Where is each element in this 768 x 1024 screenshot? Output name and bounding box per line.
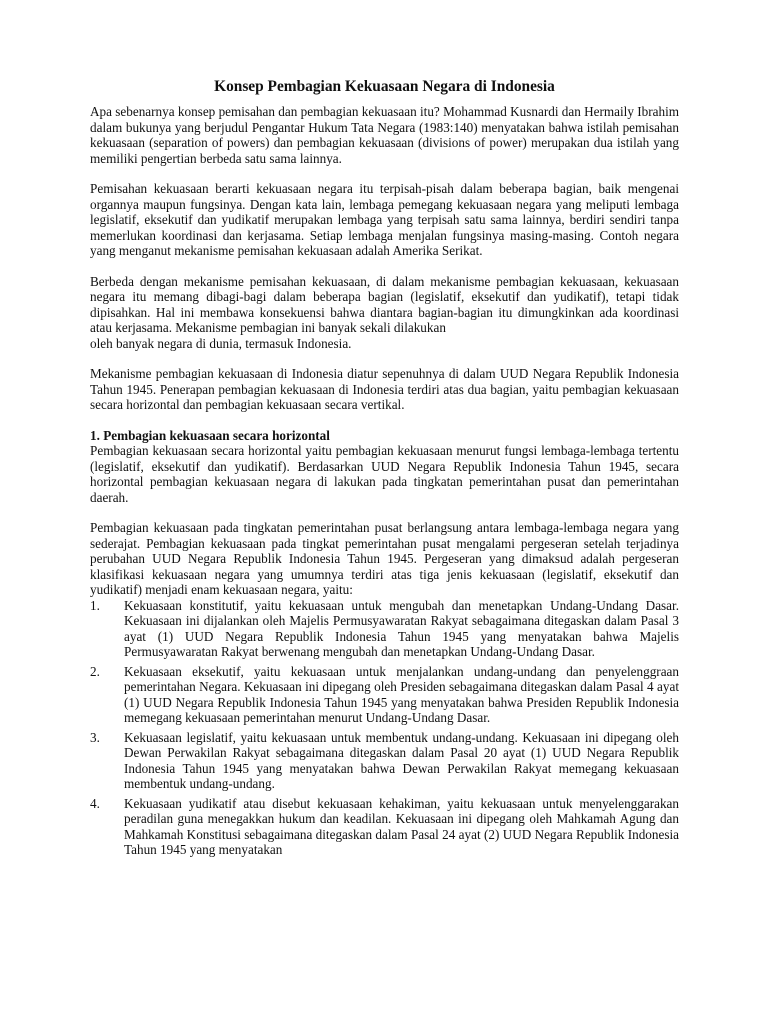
paragraph-mechanism: Mekanisme pembagian kekuasaan di Indonesia diatur sepenuhnya di dalam UUD Negara Republik Indonesia Tahun 1945. Penerapan pembagian kekuasaan di Indonesia terdiri atas dua bagian, yaitu pembagian kekuasaan secara horizontal dan pembagian kekuasaan secara vertikal. [90,366,679,412]
power-list [90,598,679,858]
list-item-number: 3. [90,729,100,745]
list-item [90,664,679,726]
list-item-text: Kekuasaan eksekutif, yaitu kekuasaan untuk menjalankan undang-undang dan penyelenggraan pemerintahan Negara. Kekuasaan ini dipegang oleh Presiden sebagaimana ditegaskan dalam Pasal 4 ayat (1) UUD Negara Republik Indonesia Tahun 1945 yang menyatakan bahwa Presiden Republik Indonesia memegang kekuasaan pemerintahan menurut Undang-Undang Dasar. [124,663,679,725]
list-item-number: 4. [90,795,100,811]
paragraph-intro: Apa sebenarnya konsep pemisahan dan pembagian kekuasaan itu? Mohammad Kusnardi dan Hermaily Ibrahim dalam bukunya yang berjudul Pengantar Hukum Tata Negara (1983:140) menyatakan bahwa istilah pemisahan kekuasaan (separation of powers) dan pembagian kekuasaan (divisions of power) merupakan dua istilah yang memiliki pengertian berbeda satu sama lainnya. [90,104,679,166]
list-item-number: 2. [90,663,100,679]
paragraph-division-b: oleh banyak negara di dunia, termasuk Indonesia. [90,335,352,351]
paragraph-division-a: Berbeda dengan mekanisme pemisahan kekuasaan, di dalam mekanisme pembagian kekuasaan, kekuasaan negara itu memang dibagi-bagi dalam beberapa bagian (legislatif, eksekutif dan yudikatif), tetapi tidak dipisahkan. Hal ini membawa konsekuensi bahwa diantara bagian-bagian itu dimungkinkan ada koordinasi atau kerjasama. Mekanisme pembagian ini banyak sekali dilakukan [90,273,679,335]
list-item [90,796,679,858]
document-page [90,78,679,862]
list-item [90,730,679,792]
document-title: Konsep Pembagian Kekuasaan Negara di Indonesia [214,78,555,95]
paragraph-separation: Pemisahan kekuasaan berarti kekuasaan negara itu terpisah-pisah dalam beberapa bagian, baik mengenai organnya maupun fungsinya. Dengan kata lain, lembaga pemegang kekuasaan negara yang meliputi lembaga legislatif, eksekutif dan yudikatif merupakan lembaga yang terpisah satu sama lainnya, berdiri sendiri tanpa memerlukan koordinasi dan kerjasama. Setiap lembaga menjalan fungsinya masing-masing. Contoh negara yang menganut mekanisme pemisahan kekuasaan adalah Amerika Serikat. [90,181,679,258]
section-heading-horizontal: 1. Pembagian kekuasaan secara horizontal [90,427,330,443]
paragraph-horizontal: Pembagian kekuasaan secara horizontal yaitu pembagian kekuasaan menurut fungsi lembaga-lembaga tertentu (legislatif, eksekutif dan yudikatif). Berdasarkan UUD Negara Republik Indonesia Tahun 1945, secara horizontal pembagian kekuasaan negara di lakukan pada tingkatan pemerintahan pusat dan pemerintahan daerah. [90,443,679,505]
list-item-text: Kekuasaan legislatif, yaitu kekuasaan untuk membentuk undang-undang. Kekuasaan ini dipegang oleh Dewan Perwakilan Rakyat sebagaimana ditegaskan dalam Pasal 20 ayat (1) UUD Negara Republik Indonesia Tahun 1945 yang menyatakan bahwa Dewan Perwakilan Rakyat memegang kekuasaan membentuk undang-undang. [124,729,679,791]
list-item-text: Kekuasaan konstitutif, yaitu kekuasaan untuk mengubah dan menetapkan Undang-Undang Dasar. Kekuasaan ini dijalankan oleh Majelis Permusyawaratan Rakyat sebagaimana ditegaskan dalam Pasal 3 ayat (1) UUD Negara Republik Indonesia Tahun 1945 yang menyatakan bahwa Majelis Permusyawaratan Rakyat berwenang mengubah dan menetapkan Undang-Undang Dasar. [124,597,679,659]
list-item-text: Kekuasaan yudikatif atau disebut kekuasaan kehakiman, yaitu kekuasaan untuk menyelenggarakan peradilan guna menegakkan hukum dan keadilan. Kekuasaan ini dipegang oleh Mahkamah Agung dan Mahkamah Konstitusi sebagaimana ditegaskan dalam Pasal 24 ayat (2) UUD Negara Republik Indonesia Tahun 1945 yang menyatakan [124,795,679,857]
paragraph-central-government: Pembagian kekuasaan pada tingkatan pemerintahan pusat berlangsung antara lembaga-lembaga negara yang sederajat. Pembagian kekuasaan pada tingkat pemerintahan pusat mengalami pergeseran setelah terjadinya perubahan UUD Negara Republik Indonesia Tahun 1945. Pergeseran yang dimaksud adalah pergeseran klasifikasi kekuasaan negara yang umumnya terdiri atas tiga jenis kekuasaan (legislatif, eksekutif dan yudikatif) menjadi enam kekuasaan negara, yaitu: [90,520,679,597]
list-item-number: 1. [90,597,100,613]
list-item [90,598,679,660]
